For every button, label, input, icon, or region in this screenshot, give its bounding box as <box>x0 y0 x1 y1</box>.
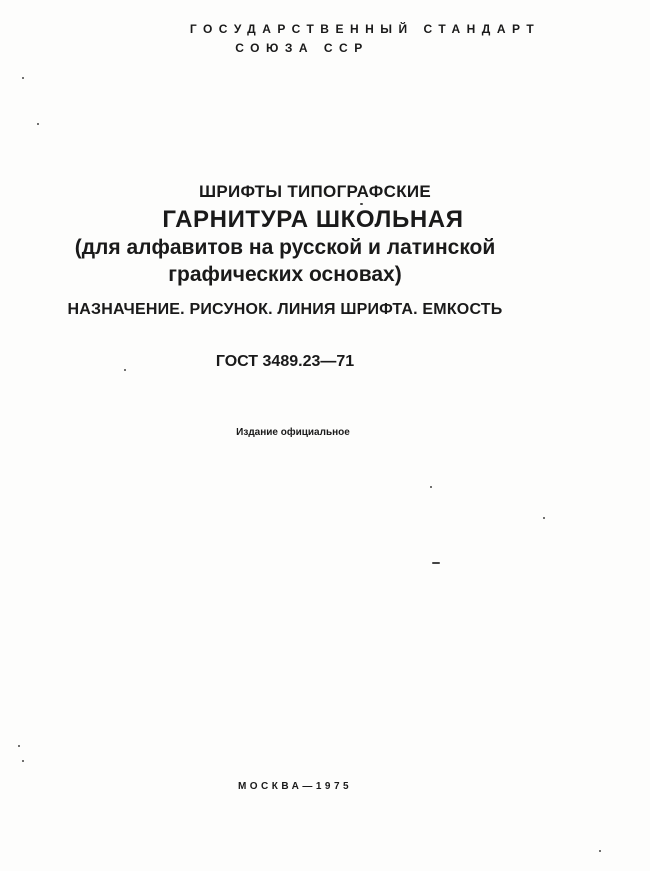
edition-note: Издание официальное <box>236 427 350 438</box>
scan-speck <box>599 850 601 852</box>
scope-line: НАЗНАЧЕНИЕ. РИСУНОК. ЛИНИЯ ШРИФТА. ЕМКОСТЬ <box>67 301 503 318</box>
document-title: ГАРНИТУРА ШКОЛЬНАЯ <box>162 206 464 233</box>
standard-designation: ГОСТ 3489.23—71 <box>215 353 355 370</box>
scan-speck <box>22 760 24 762</box>
subtitle-line-2: графических основах) <box>168 263 402 286</box>
scan-speck <box>430 486 432 488</box>
scan-speck <box>360 203 363 205</box>
imprint-city-year: МОСКВА—1975 <box>237 781 353 792</box>
ussr-header: СОЮЗА ССР <box>235 41 369 55</box>
scan-speck <box>18 745 20 747</box>
scan-speck <box>543 517 545 519</box>
scan-speck <box>37 123 39 125</box>
scan-speck <box>432 562 440 564</box>
state-standard-header: ГОСУДАРСТВЕННЫЙ СТАНДАРТ <box>189 22 541 36</box>
scan-speck <box>124 369 126 371</box>
subtitle-line-1: (для алфавитов на русской и латинской <box>74 236 496 259</box>
series-title: ШРИФТЫ ТИПОГРАФСКИЕ <box>198 182 432 201</box>
scan-speck <box>22 77 24 79</box>
